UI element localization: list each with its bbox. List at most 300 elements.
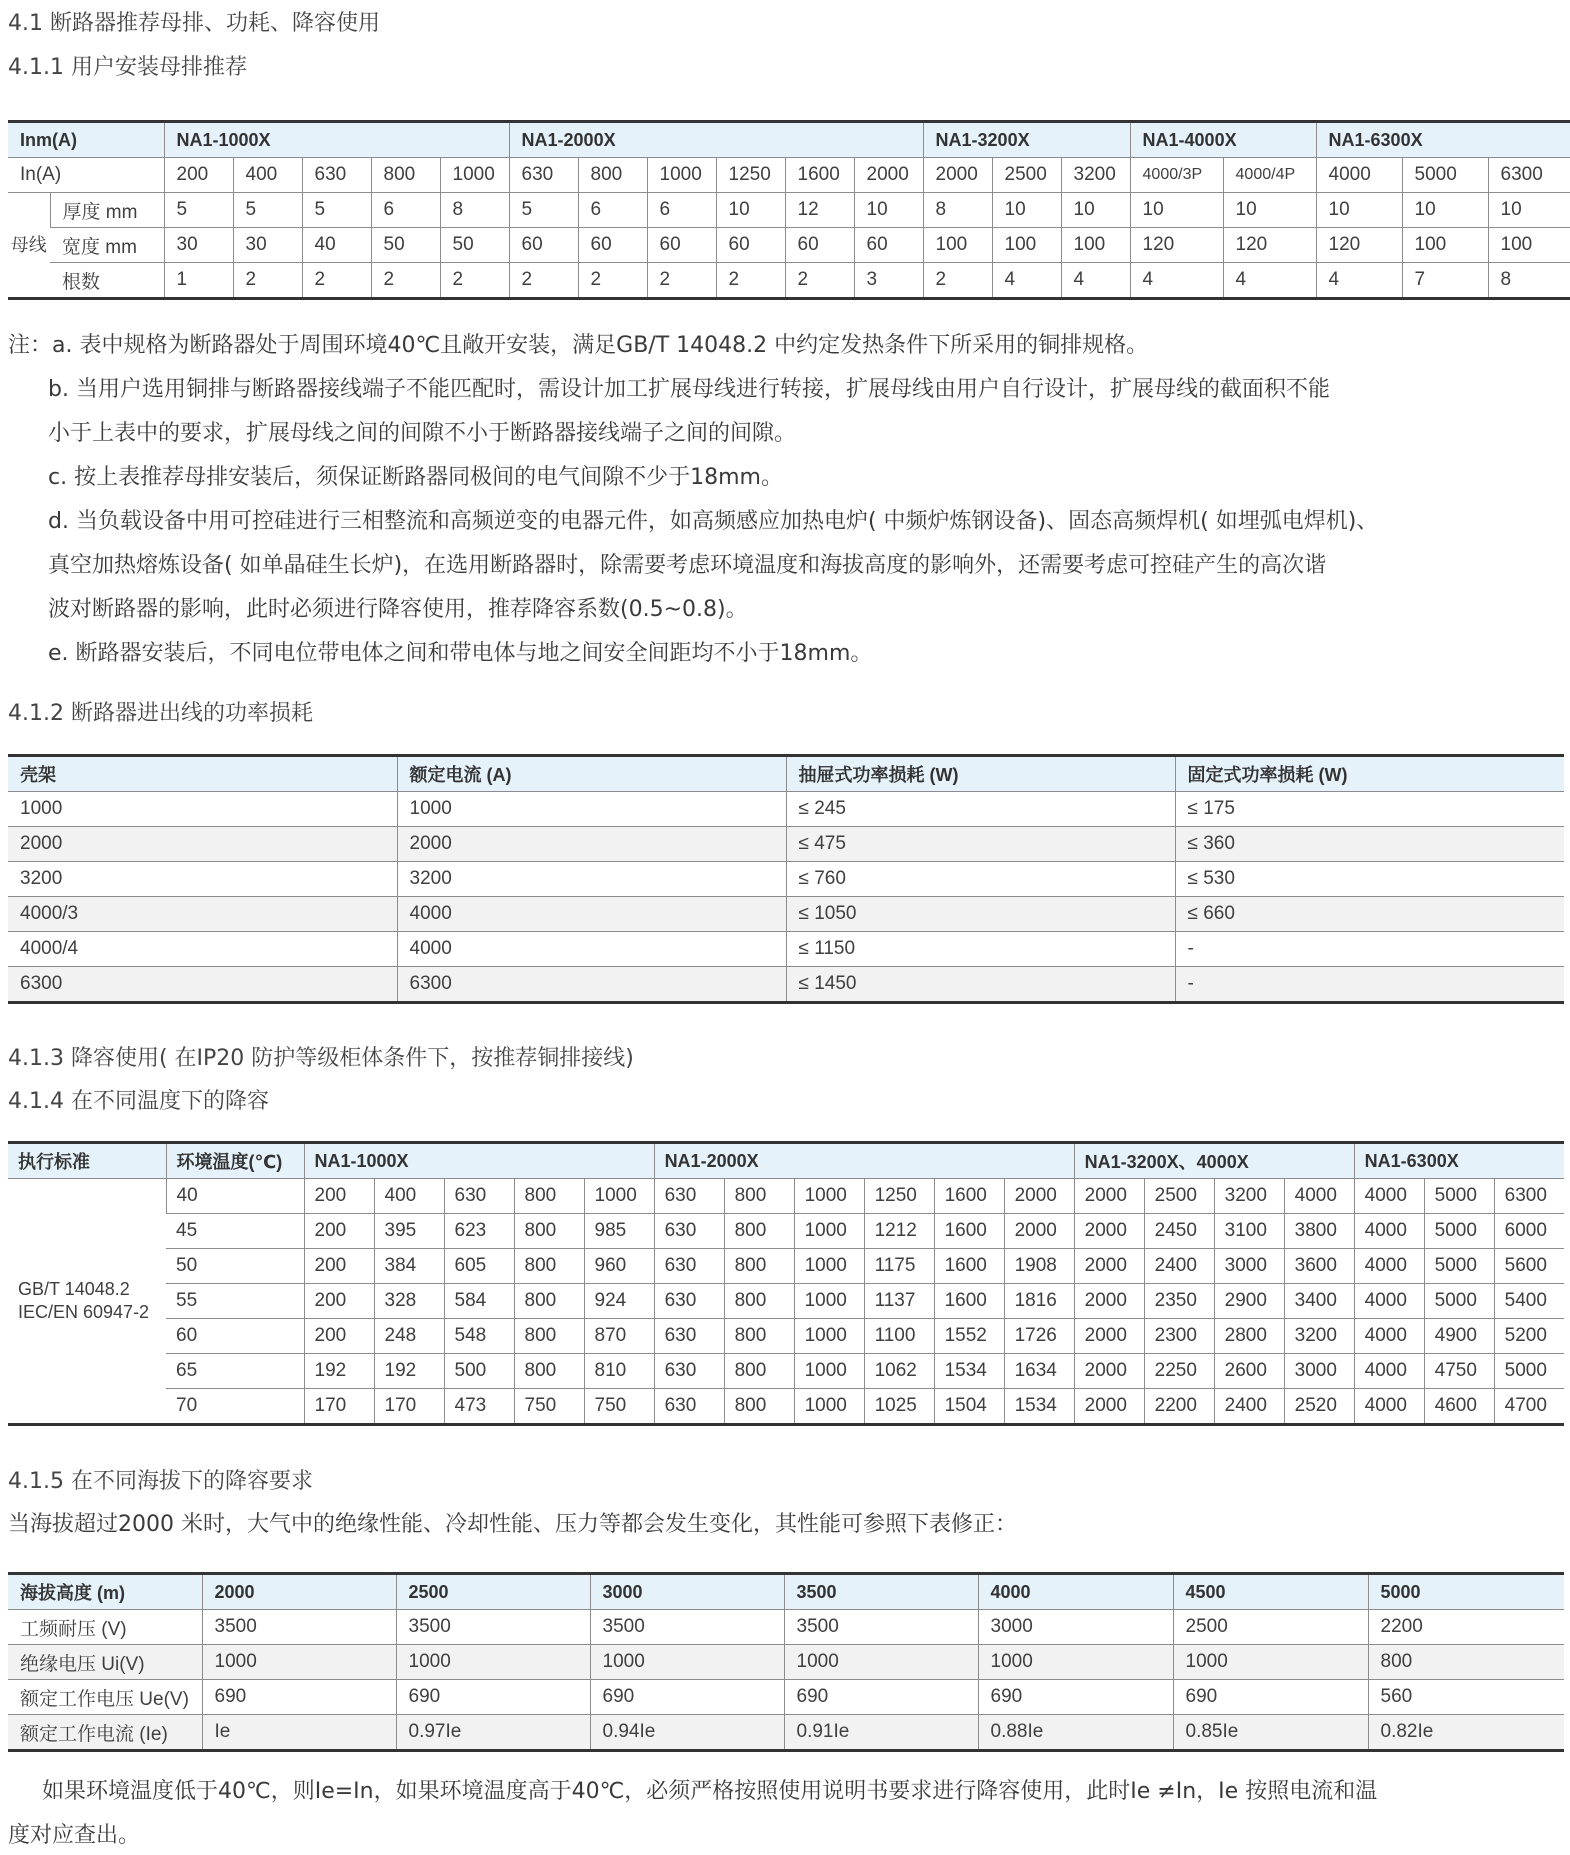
row-label: 额定工作电压 Ue(V) bbox=[8, 1680, 202, 1715]
section-heading-4-1: 4.1 断路器推荐母排、功耗、降容使用 bbox=[8, 11, 380, 36]
temperature-cell: 45 bbox=[166, 1214, 304, 1249]
cell: 5400 bbox=[1494, 1284, 1564, 1319]
cell: 960 bbox=[584, 1249, 654, 1284]
temperature-cell: 60 bbox=[166, 1319, 304, 1354]
column-header: 固定式功率损耗 (W) bbox=[1175, 756, 1564, 792]
section-heading-4-1-1: 4.1.1 用户安装母排推荐 bbox=[8, 55, 247, 80]
cell: 3200 bbox=[397, 862, 786, 897]
cell: 2 bbox=[578, 263, 647, 299]
cell: 584 bbox=[444, 1284, 514, 1319]
cell: 3500 bbox=[202, 1610, 396, 1645]
cell: 4 bbox=[1130, 263, 1223, 299]
column-header: 2500 bbox=[396, 1574, 590, 1610]
group-header: NA1-6300X bbox=[1316, 122, 1570, 158]
column-header: 3000 bbox=[590, 1574, 784, 1610]
group-header: NA1-6300X bbox=[1354, 1143, 1564, 1179]
cell: 800 bbox=[724, 1389, 794, 1425]
cell: 2600 bbox=[1214, 1354, 1284, 1389]
altitude-header-row bbox=[8, 1574, 1564, 1610]
cell: 2 bbox=[440, 263, 509, 299]
table-row bbox=[8, 932, 1564, 967]
cell: 800 bbox=[371, 158, 440, 193]
cell: 623 bbox=[444, 1214, 514, 1249]
column-header: 执行标准 bbox=[8, 1143, 166, 1179]
column-header: 抽屉式功率损耗 (W) bbox=[786, 756, 1175, 792]
cell: 1000 bbox=[647, 158, 716, 193]
cell: 0.94Ie bbox=[590, 1715, 784, 1751]
cell: 3200 bbox=[1061, 158, 1130, 193]
cell: 8 bbox=[1488, 263, 1570, 299]
cell: 100 bbox=[1488, 228, 1570, 263]
cell: 1534 bbox=[1004, 1389, 1074, 1425]
cell: 690 bbox=[1173, 1680, 1368, 1715]
cell: 5600 bbox=[1494, 1249, 1564, 1284]
cell: 548 bbox=[444, 1319, 514, 1354]
cell: 10 bbox=[854, 193, 923, 228]
table-row bbox=[8, 1284, 1564, 1319]
cell: 2400 bbox=[1214, 1389, 1284, 1425]
cell: 2 bbox=[785, 263, 854, 299]
cell: 2500 bbox=[1144, 1179, 1214, 1214]
cell: 1 bbox=[164, 263, 233, 299]
cell: 2350 bbox=[1144, 1284, 1214, 1319]
cell: 10 bbox=[1130, 193, 1223, 228]
cell: 395 bbox=[374, 1214, 444, 1249]
cell: 6 bbox=[578, 193, 647, 228]
cell: 200 bbox=[304, 1319, 374, 1354]
cell: 6300 bbox=[397, 967, 786, 1003]
cell: 3200 bbox=[1214, 1179, 1284, 1214]
cell: 2900 bbox=[1214, 1284, 1284, 1319]
temperature-cell: 65 bbox=[166, 1354, 304, 1389]
table-row bbox=[8, 1645, 1564, 1680]
cell: 4000/4P bbox=[1223, 158, 1316, 193]
footer-note: 如果环境温度低于40℃，则Ie=In，如果环境温度高于40℃，必须严格按照使用说明书要求进行降容使用，此时Ie ≠In，Ie 按照电流和温 bbox=[42, 1779, 1378, 1804]
row-label: 工频耐压 (V) bbox=[8, 1610, 202, 1645]
cell: 473 bbox=[444, 1389, 514, 1425]
cell: 924 bbox=[584, 1284, 654, 1319]
cell: 2000 bbox=[1074, 1179, 1144, 1214]
group-header: NA1-1000X bbox=[304, 1143, 654, 1179]
cell: 5000 bbox=[1424, 1214, 1494, 1249]
cell: 800 bbox=[724, 1214, 794, 1249]
cell: 1000 bbox=[590, 1645, 784, 1680]
cell: 630 bbox=[654, 1389, 724, 1425]
cell: 4 bbox=[992, 263, 1061, 299]
row-label: 厚度 mm bbox=[50, 193, 164, 228]
cell: 2500 bbox=[992, 158, 1061, 193]
cell: 10 bbox=[1402, 193, 1488, 228]
cell: 1000 bbox=[794, 1389, 864, 1425]
cell: ≤ 175 bbox=[1175, 792, 1564, 827]
temperature-cell: 55 bbox=[166, 1284, 304, 1319]
cell: 500 bbox=[444, 1354, 514, 1389]
group-header: NA1-2000X bbox=[654, 1143, 1074, 1179]
cell: 1000 bbox=[202, 1645, 396, 1680]
cell: 810 bbox=[584, 1354, 654, 1389]
cell: 2500 bbox=[1173, 1610, 1368, 1645]
note-a: 注：a. 表中规格为断路器处于周围环境40℃且敞开安装，满足GB/T 14048.2 中约定发热条件下所采用的铜排规格。 bbox=[8, 333, 1149, 358]
cell: 0.91Ie bbox=[784, 1715, 978, 1751]
cell: ≤ 360 bbox=[1175, 827, 1564, 862]
cell: 30 bbox=[164, 228, 233, 263]
cell: 3 bbox=[854, 263, 923, 299]
cell: 2300 bbox=[1144, 1319, 1214, 1354]
cell: 3500 bbox=[590, 1610, 784, 1645]
cell: 1000 bbox=[1173, 1645, 1368, 1680]
cell: 2450 bbox=[1144, 1214, 1214, 1249]
cell: 6000 bbox=[1494, 1214, 1564, 1249]
cell: 200 bbox=[304, 1179, 374, 1214]
inm-label: Inm(A) bbox=[8, 122, 164, 158]
cell: 2 bbox=[302, 263, 371, 299]
cell: 1212 bbox=[864, 1214, 934, 1249]
cell: 50 bbox=[440, 228, 509, 263]
cell: 0.88Ie bbox=[978, 1715, 1173, 1751]
cell: 2200 bbox=[1144, 1389, 1214, 1425]
cell: 200 bbox=[304, 1214, 374, 1249]
note-d: d. 当负载设备中用可控硅进行三相整流和高频逆变的电器元件，如高频感应加热电炉( 中频炉炼钢设备)、固态高频焊机( 如埋弧电焊机)、 bbox=[48, 509, 1379, 534]
row-label: 宽度 mm bbox=[50, 228, 164, 263]
cell: 4 bbox=[1061, 263, 1130, 299]
cell: 605 bbox=[444, 1249, 514, 1284]
table-row bbox=[8, 1214, 1564, 1249]
cell: 630 bbox=[302, 158, 371, 193]
cell: 60 bbox=[578, 228, 647, 263]
cell: 60 bbox=[716, 228, 785, 263]
cell: ≤ 1150 bbox=[786, 932, 1175, 967]
cell: 800 bbox=[514, 1284, 584, 1319]
cell: 690 bbox=[202, 1680, 396, 1715]
cell: 2 bbox=[233, 263, 302, 299]
cell: 100 bbox=[923, 228, 992, 263]
cell: 2 bbox=[923, 263, 992, 299]
cell: 800 bbox=[1368, 1645, 1564, 1680]
cell: 690 bbox=[784, 1680, 978, 1715]
cell: 4000/3P bbox=[1130, 158, 1223, 193]
cell: 400 bbox=[374, 1179, 444, 1214]
column-header: 3500 bbox=[784, 1574, 978, 1610]
column-header: 4500 bbox=[1173, 1574, 1368, 1610]
cell: 2000 bbox=[854, 158, 923, 193]
cell: 4700 bbox=[1494, 1389, 1564, 1425]
cell: 1000 bbox=[784, 1645, 978, 1680]
column-header: 海拔高度 (m) bbox=[8, 1574, 202, 1610]
cell: 200 bbox=[164, 158, 233, 193]
cell: 1025 bbox=[864, 1389, 934, 1425]
cell: 10 bbox=[1488, 193, 1570, 228]
cell: 400 bbox=[233, 158, 302, 193]
cell: 1504 bbox=[934, 1389, 1004, 1425]
cell: 560 bbox=[1368, 1680, 1564, 1715]
cell: 10 bbox=[1316, 193, 1402, 228]
cell: Ie bbox=[202, 1715, 396, 1751]
cell: 4000 bbox=[1354, 1179, 1424, 1214]
in-row bbox=[8, 158, 1570, 193]
cell: 2520 bbox=[1284, 1389, 1354, 1425]
cell: 690 bbox=[590, 1680, 784, 1715]
cell: 4750 bbox=[1424, 1354, 1494, 1389]
cell: 3600 bbox=[1284, 1249, 1354, 1284]
cell: 2000 bbox=[1074, 1389, 1144, 1425]
table-row bbox=[8, 862, 1564, 897]
cell: 1000 bbox=[794, 1319, 864, 1354]
width-row bbox=[8, 228, 1570, 263]
cell: 3400 bbox=[1284, 1284, 1354, 1319]
cell: 4000 bbox=[1316, 158, 1402, 193]
cell: 4000 bbox=[397, 897, 786, 932]
section-heading-4-1-4: 4.1.4 在不同温度下的降容 bbox=[8, 1089, 269, 1114]
cell: 0.85Ie bbox=[1173, 1715, 1368, 1751]
cell: 200 bbox=[304, 1284, 374, 1319]
table-row bbox=[8, 792, 1564, 827]
column-header: 5000 bbox=[1368, 1574, 1564, 1610]
cell: 50 bbox=[371, 228, 440, 263]
cell: 1000 bbox=[978, 1645, 1173, 1680]
cell: 1726 bbox=[1004, 1319, 1074, 1354]
cell: 1100 bbox=[864, 1319, 934, 1354]
cell: 1600 bbox=[934, 1214, 1004, 1249]
table-row bbox=[8, 1354, 1564, 1389]
thickness-row bbox=[8, 193, 1570, 228]
cell: 120 bbox=[1316, 228, 1402, 263]
cell: 1137 bbox=[864, 1284, 934, 1319]
cell: 800 bbox=[514, 1319, 584, 1354]
table-row bbox=[8, 897, 1564, 932]
cell: 800 bbox=[514, 1214, 584, 1249]
cell: 2250 bbox=[1144, 1354, 1214, 1389]
note-d-cont: 真空加热熔炼设备( 如单晶硅生长炉)，在选用断路器时，除需要考虑环境温度和海拔高度的影响外，还需要考虑可控硅产生的高次谐 bbox=[48, 553, 1327, 578]
cell: 6300 bbox=[1488, 158, 1570, 193]
cell: 4000/3 bbox=[8, 897, 397, 932]
cell: 7 bbox=[1402, 263, 1488, 299]
cell: 3500 bbox=[784, 1610, 978, 1645]
temperature-header-row bbox=[8, 1143, 1564, 1179]
cell: 2 bbox=[716, 263, 785, 299]
cell: ≤ 1050 bbox=[786, 897, 1175, 932]
cell: 1000 bbox=[794, 1284, 864, 1319]
cell: 4000/4 bbox=[8, 932, 397, 967]
note-d-cont: 波对断路器的影响，此时必须进行降容使用，推荐降容系数(0.5~0.8)。 bbox=[48, 597, 748, 622]
power-loss-table bbox=[8, 754, 1564, 1004]
cell: 800 bbox=[724, 1284, 794, 1319]
cell: 4900 bbox=[1424, 1319, 1494, 1354]
cell: 1000 bbox=[794, 1249, 864, 1284]
cell: ≤ 660 bbox=[1175, 897, 1564, 932]
table-row bbox=[8, 1610, 1564, 1645]
cell: 60 bbox=[509, 228, 578, 263]
cell: ≤ 1450 bbox=[786, 967, 1175, 1003]
table-row bbox=[8, 967, 1564, 1003]
cell: 10 bbox=[1061, 193, 1130, 228]
cell: 630 bbox=[654, 1214, 724, 1249]
cell: 3200 bbox=[8, 862, 397, 897]
cell: 1552 bbox=[934, 1319, 1004, 1354]
cell: 1250 bbox=[864, 1179, 934, 1214]
table-row bbox=[8, 1249, 1564, 1284]
column-header: 4000 bbox=[978, 1574, 1173, 1610]
cell: 4600 bbox=[1424, 1389, 1494, 1425]
cell: 5 bbox=[164, 193, 233, 228]
cell: 800 bbox=[724, 1179, 794, 1214]
cell: 12 bbox=[785, 193, 854, 228]
cell: 2000 bbox=[1004, 1179, 1074, 1214]
section-heading-4-1-5: 4.1.5 在不同海拔下的降容要求 bbox=[8, 1469, 313, 1494]
cell: 2000 bbox=[1074, 1319, 1144, 1354]
note-b-cont: 小于上表中的要求，扩展母线之间的间隙不小于断路器接线端子之间的间隙。 bbox=[48, 421, 797, 446]
cell: 2 bbox=[371, 263, 440, 299]
cell: 40 bbox=[302, 228, 371, 263]
cell: 3000 bbox=[1214, 1249, 1284, 1284]
row-label: In(A) bbox=[8, 158, 164, 193]
section-heading-4-1-2: 4.1.2 断路器进出线的功率损耗 bbox=[8, 701, 313, 726]
cell: 5000 bbox=[1424, 1284, 1494, 1319]
cell: 5000 bbox=[1424, 1249, 1494, 1284]
cell: 630 bbox=[654, 1249, 724, 1284]
cell: 2200 bbox=[1368, 1610, 1564, 1645]
cell: 630 bbox=[509, 158, 578, 193]
cell: 1816 bbox=[1004, 1284, 1074, 1319]
cell: 1175 bbox=[864, 1249, 934, 1284]
cell: 1000 bbox=[794, 1214, 864, 1249]
cell: 800 bbox=[514, 1354, 584, 1389]
cell: 1000 bbox=[396, 1645, 590, 1680]
cell: 3000 bbox=[978, 1610, 1173, 1645]
cell: 750 bbox=[584, 1389, 654, 1425]
cell: 60 bbox=[647, 228, 716, 263]
table-row bbox=[8, 1680, 1564, 1715]
cell: 4000 bbox=[1354, 1389, 1424, 1425]
cell: 0.82Ie bbox=[1368, 1715, 1564, 1751]
group-header: NA1-2000X bbox=[509, 122, 923, 158]
row-label: 根数 bbox=[62, 271, 101, 293]
cell: 6 bbox=[647, 193, 716, 228]
cell: 985 bbox=[584, 1214, 654, 1249]
cell: 2000 bbox=[1074, 1249, 1144, 1284]
cell: 100 bbox=[1402, 228, 1488, 263]
cell: 192 bbox=[374, 1354, 444, 1389]
cell: 630 bbox=[444, 1179, 514, 1214]
cell: 630 bbox=[654, 1354, 724, 1389]
cell: 3500 bbox=[396, 1610, 590, 1645]
cell: 1000 bbox=[8, 792, 397, 827]
cell: 1000 bbox=[794, 1354, 864, 1389]
cell: 1634 bbox=[1004, 1354, 1074, 1389]
cell: 5 bbox=[233, 193, 302, 228]
temperature-derating-table bbox=[8, 1141, 1564, 1426]
cell: 10 bbox=[1223, 193, 1316, 228]
cell: 630 bbox=[654, 1179, 724, 1214]
column-header: 额定电流 (A) bbox=[397, 756, 786, 792]
cell: 60 bbox=[785, 228, 854, 263]
altitude-intro: 当海拔超过2000 米时，大气中的绝缘性能、冷却性能、压力等都会发生变化，其性能可参照下表修正： bbox=[8, 1512, 1017, 1537]
cell: 2000 bbox=[1074, 1354, 1144, 1389]
temperature-cell: 70 bbox=[176, 1395, 198, 1416]
cell: 6300 bbox=[1494, 1179, 1564, 1214]
footer-note-cont: 度对应查出。 bbox=[8, 1823, 141, 1848]
power-loss-header-row bbox=[8, 756, 1564, 792]
cell: 1534 bbox=[934, 1354, 1004, 1389]
cell: 5000 bbox=[1402, 158, 1488, 193]
cell: 1000 bbox=[397, 792, 786, 827]
cell: - bbox=[1175, 967, 1564, 1003]
cell: 1250 bbox=[716, 158, 785, 193]
cell: 120 bbox=[1130, 228, 1223, 263]
cell: 4000 bbox=[397, 932, 786, 967]
cell: 328 bbox=[374, 1284, 444, 1319]
cell: 170 bbox=[304, 1389, 374, 1425]
busbar-label: 母线 bbox=[8, 193, 50, 299]
temperature-cell: 40 bbox=[166, 1179, 304, 1214]
section-heading-4-1-3: 4.1.3 降容使用( 在IP20 防护等级柜体条件下，按推荐铜排接线) bbox=[8, 1046, 634, 1071]
cell: 2000 bbox=[1074, 1284, 1144, 1319]
cell: 630 bbox=[654, 1319, 724, 1354]
cell: 800 bbox=[514, 1179, 584, 1214]
busbar-table bbox=[8, 120, 1570, 300]
cell: 2000 bbox=[8, 827, 397, 862]
cell: 1000 bbox=[794, 1179, 864, 1214]
cell: 2000 bbox=[1074, 1214, 1144, 1249]
table-row bbox=[8, 1715, 1564, 1751]
cell: 4000 bbox=[1284, 1179, 1354, 1214]
column-header: 壳架 bbox=[8, 756, 397, 792]
cell: 5 bbox=[302, 193, 371, 228]
note-c: c. 按上表推荐母排安装后，须保证断路器同极间的电气间隙不少于18mm。 bbox=[48, 465, 783, 490]
cell: 5200 bbox=[1494, 1319, 1564, 1354]
cell: 1000 bbox=[584, 1179, 654, 1214]
cell: - bbox=[1175, 932, 1564, 967]
cell: 6300 bbox=[8, 967, 397, 1003]
standard-cell: GB/T 14048.2 IEC/EN 60947-2 bbox=[8, 1179, 166, 1425]
cell: 192 bbox=[304, 1354, 374, 1389]
cell: 690 bbox=[978, 1680, 1173, 1715]
cell: 384 bbox=[374, 1249, 444, 1284]
column-header: 环境温度(℃) bbox=[166, 1143, 304, 1179]
row-label: 绝缘电压 Ui(V) bbox=[8, 1645, 202, 1680]
cell: 2000 bbox=[397, 827, 786, 862]
cell: 3800 bbox=[1284, 1214, 1354, 1249]
group-header: NA1-4000X bbox=[1130, 122, 1316, 158]
table-row bbox=[8, 1179, 1564, 1214]
table-row bbox=[8, 827, 1564, 862]
group-header: NA1-3200X、4000X bbox=[1074, 1143, 1354, 1179]
cell: 4000 bbox=[1354, 1249, 1424, 1284]
busbar-header-row bbox=[8, 122, 1570, 158]
cell: 1908 bbox=[1004, 1249, 1074, 1284]
cell: 870 bbox=[584, 1319, 654, 1354]
altitude-derating-table bbox=[8, 1572, 1564, 1752]
cell: 120 bbox=[1223, 228, 1316, 263]
cell: 60 bbox=[854, 228, 923, 263]
cell: 1600 bbox=[934, 1249, 1004, 1284]
cell: 3200 bbox=[1284, 1319, 1354, 1354]
cell: 100 bbox=[992, 228, 1061, 263]
group-header: NA1-1000X bbox=[164, 122, 509, 158]
cell: 1062 bbox=[864, 1354, 934, 1389]
cell: 3100 bbox=[1214, 1214, 1284, 1249]
cell: 2000 bbox=[1004, 1214, 1074, 1249]
row-label: 额定工作电流 (Ie) bbox=[8, 1715, 202, 1751]
cell: 690 bbox=[396, 1680, 590, 1715]
cell: 2 bbox=[647, 263, 716, 299]
cell: 6 bbox=[371, 193, 440, 228]
cell: ≤ 475 bbox=[786, 827, 1175, 862]
cell: 800 bbox=[724, 1319, 794, 1354]
cell: 0.97Ie bbox=[396, 1715, 590, 1751]
cell: 1600 bbox=[934, 1179, 1004, 1214]
group-header: NA1-3200X bbox=[923, 122, 1130, 158]
cell: 630 bbox=[654, 1284, 724, 1319]
